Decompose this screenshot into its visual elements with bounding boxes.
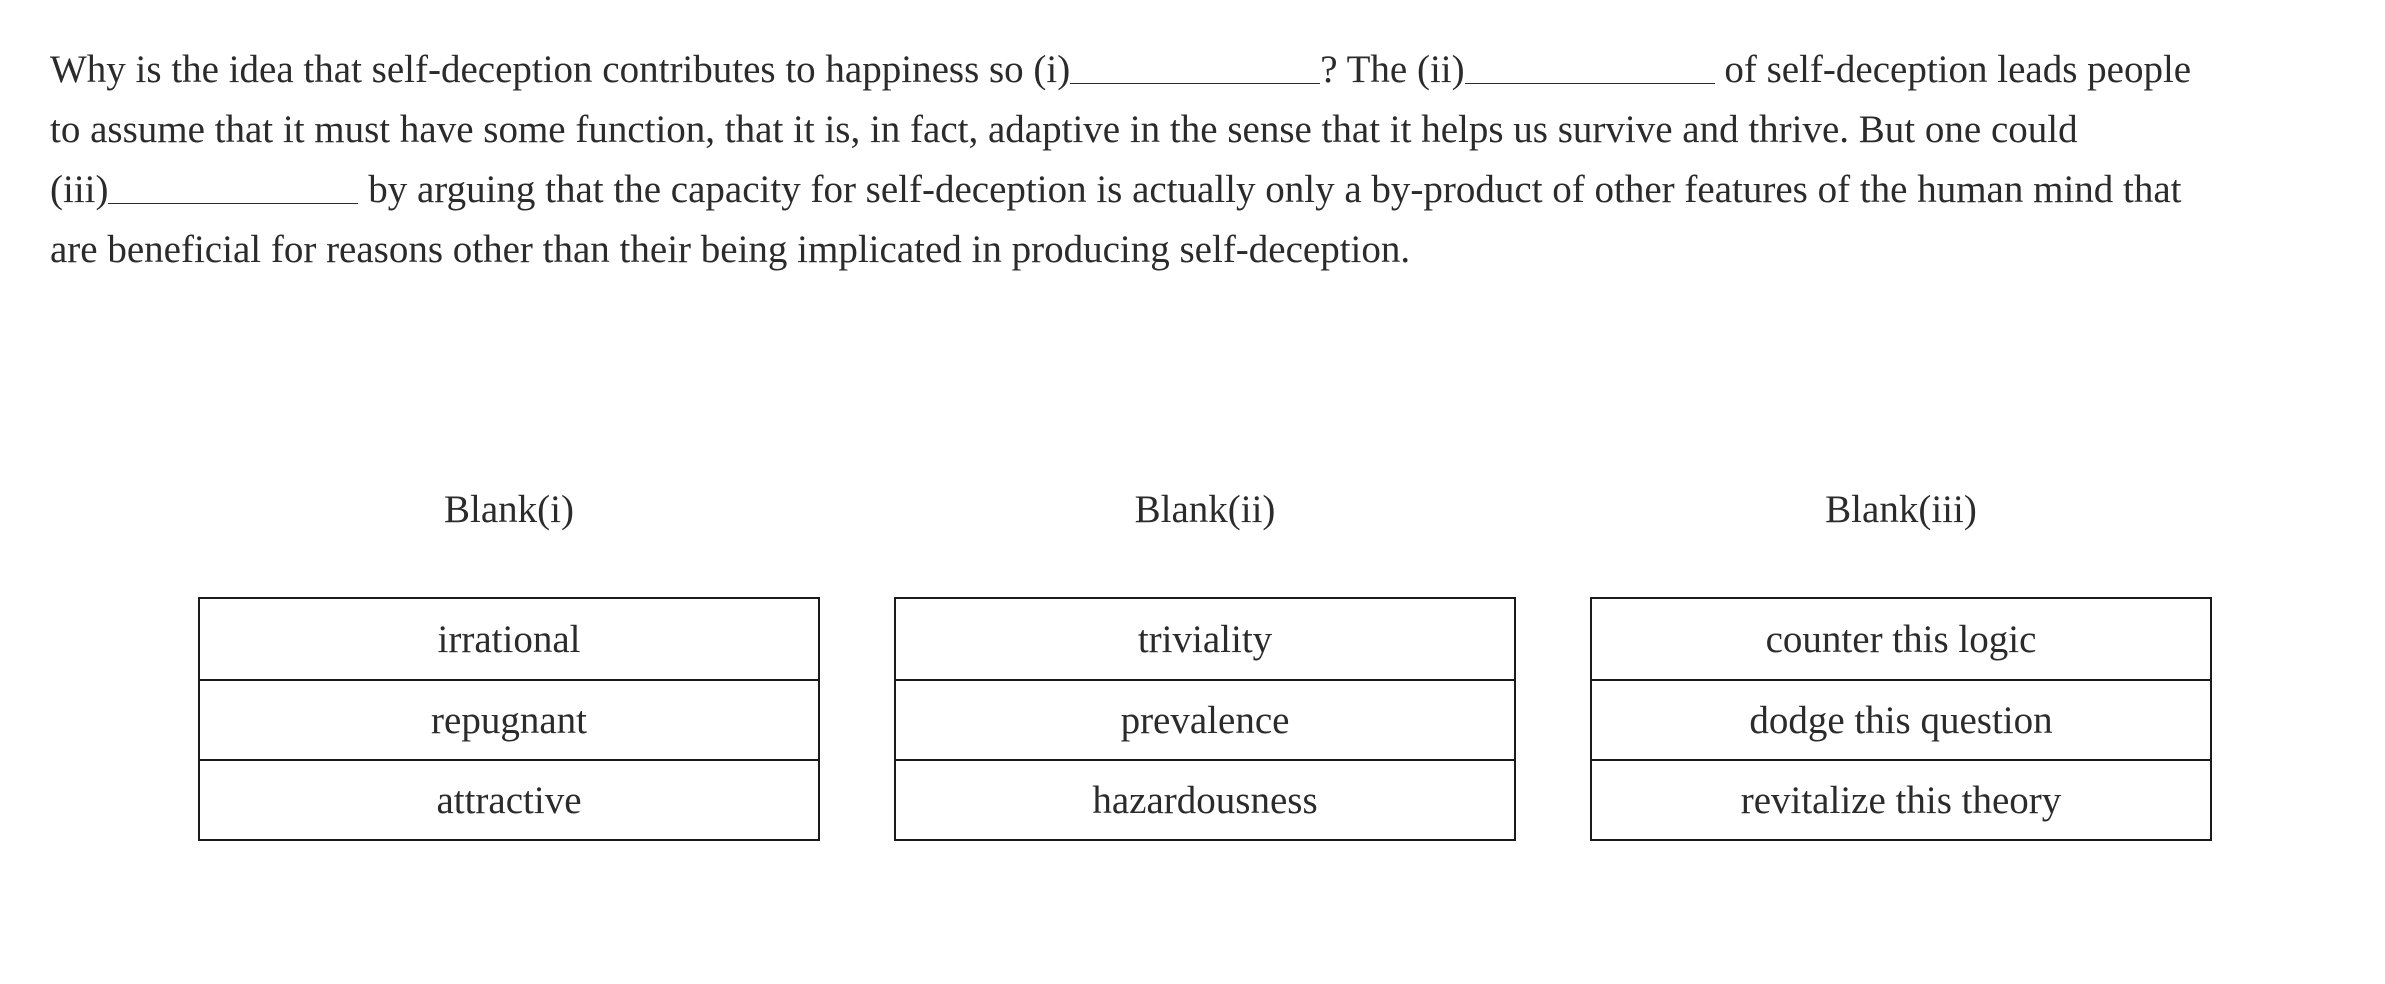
blank-i-option[interactable]: irrational [437, 617, 581, 661]
blank-ii-option[interactable]: prevalence [896, 679, 1514, 759]
question-passage [50, 40, 2360, 280]
blank-i-line [1070, 82, 1320, 84]
passage-line-2: to assume that it must have some function, that it is, in fact, adaptive in the sense that it helps us survive and thrive. But one could [50, 108, 2078, 151]
passage-text: of self-deception leads people [1714, 48, 2192, 91]
blank-iii-option[interactable]: dodge this question [1592, 679, 2210, 759]
blank-iii-option[interactable]: revitalize this theory [1592, 759, 2210, 839]
blank-iii-header: Blank(iii) [1825, 488, 1977, 531]
blank-iii-column [1590, 480, 2212, 841]
blank-i-option[interactable]: repugnant [200, 679, 818, 759]
blank-iii-line [108, 202, 358, 204]
passage-text: by arguing that the capacity for self-deception is actually only a by-product of other features of the human mind that [358, 168, 2182, 211]
blank-i-options [198, 597, 820, 841]
blank-ii-line [1465, 82, 1715, 84]
blank-ii-option[interactable]: triviality [1137, 617, 1273, 661]
passage-line-4: are beneficial for reasons other than their being implicated in producing self-deception. [50, 228, 1411, 271]
blank-ii-option[interactable]: hazardousness [896, 759, 1514, 839]
passage-text: ? The (ii) [1320, 48, 1465, 91]
blank-iii-options [1590, 597, 2212, 841]
blank-iii-option[interactable]: counter this logic [1765, 617, 2037, 661]
passage-text: Why is the idea that self-deception contributes to happiness so (i) [50, 48, 1071, 91]
blank-i-header: Blank(i) [444, 488, 574, 531]
passage-line-3 [50, 160, 2360, 220]
passage-line-1 [50, 40, 2360, 100]
blank-i-option[interactable]: attractive [200, 759, 818, 839]
blank-ii-options [894, 597, 1516, 841]
blank-ii-header: Blank(ii) [1134, 488, 1276, 531]
passage-text: (iii) [50, 168, 109, 211]
blank-ii-column [894, 480, 1516, 841]
blank-i-column [198, 480, 820, 841]
